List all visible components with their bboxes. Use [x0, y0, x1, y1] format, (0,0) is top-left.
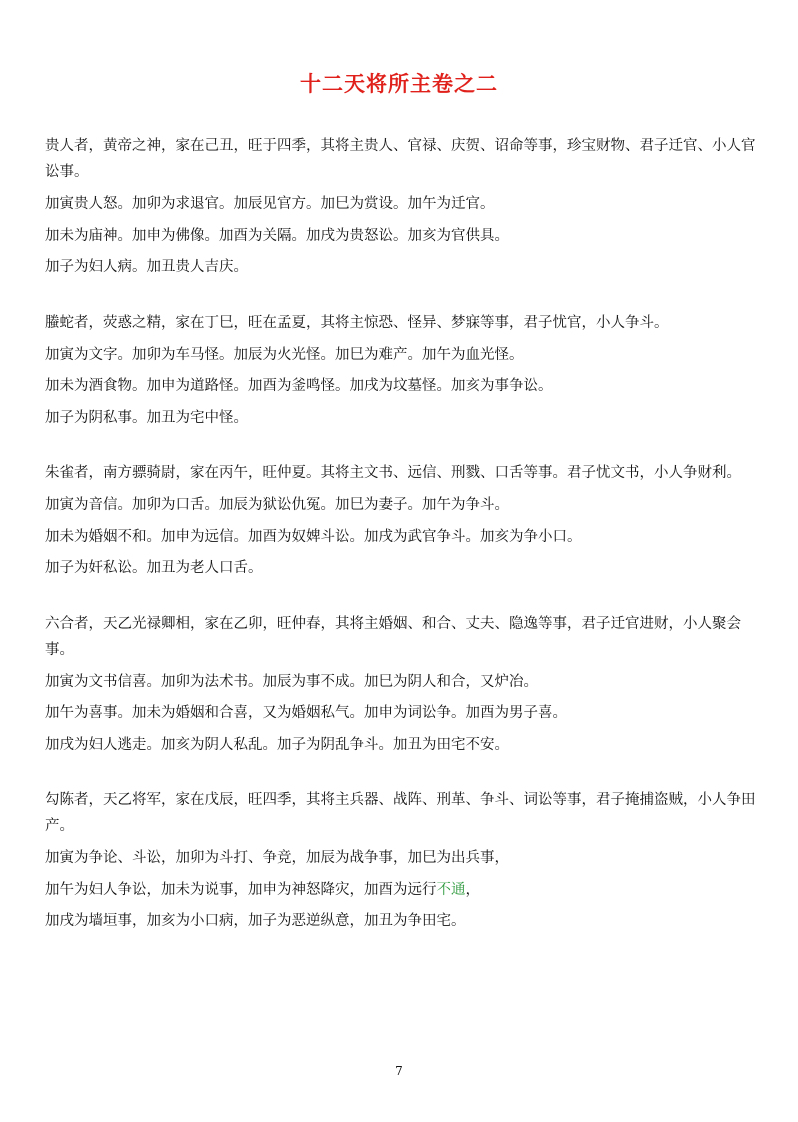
section-line: 加寅为争论、斗讼，加卯为斗打、争竞，加辰为战争事，加巳为出兵事，: [45, 850, 509, 866]
section-liuhe: [45, 611, 757, 762]
section-intro: 朱雀者，南方骠骑尉，家在丙午，旺仲夏。其将主文书、远信、刑戮、口舌等事。君子忧文书，小人争财利。: [45, 465, 741, 481]
section-line: 加未为婚姻不和。加申为远信。加酉为奴婢斗讼。加戌为武官争斗。加亥为争小口。: [45, 528, 582, 545]
section-zhuque: [45, 460, 757, 585]
section-line: 加未为酒食物。加申为道路怪。加酉为釜鸣怪。加戌为坟墓怪。加亥为事争讼。: [45, 378, 553, 394]
section-line: 加寅为文书信喜。加卯为法术书。加辰为事不成。加巳为阴人和合，又炉冶。: [45, 673, 538, 690]
section-line: 加戌为墙垣事，加亥为小口病，加子为恶逆纵意，加丑为争田宅。: [45, 913, 466, 929]
section-line: 加子为妇人病。加丑贵人吉庆。: [45, 259, 248, 275]
section-line: 加寅为文字。加卯为车马怪。加辰为火光怪。加巳为难产。加午为血光怪。: [45, 346, 524, 363]
section-line: 加寅贵人怒。加卯为求退官。加辰见官方。加巳为赏设。加午为迁官。: [45, 196, 495, 212]
section-line: [45, 875, 757, 907]
line-text: 加午为妇人争讼，加未为说事，加申为神怒降灾，加酉为远行: [45, 881, 437, 898]
line-text: ，: [465, 881, 480, 898]
section-gouchen: [45, 787, 757, 938]
section-intro: 贵人者，黄帝之神，家在己丑，旺于四季，其将主贵人、官禄、庆贺、诏命等事，珍宝财物、君子迁官、小人官讼事。: [45, 138, 756, 180]
section-intro: 螣蛇者，荧惑之精，家在丁巳，旺在孟夏，其将主惊恐、怪异、梦寐等事，君子忧官，小人争斗。: [45, 314, 669, 331]
section-line: 加未为庙神。加申为佛像。加酉为关隔。加戌为贵怒讼。加亥为官供具。: [45, 227, 509, 244]
section-line: 加午为喜事。加未为婚姻和合喜，又为婚姻私气。加申为词讼争。加酉为男子喜。: [45, 705, 567, 721]
section-intro: 六合者，天乙光禄卿相，家在乙卯，旺仲春，其将主婚姻、和合、丈夫、隐逸等事，君子迁官进财，小人聚会事。: [45, 615, 741, 658]
page-number: 7: [395, 1064, 403, 1078]
section-intro: 勾陈者，天乙将军，家在戊辰，旺四季，其将主兵器、战阵、刑革、争斗、词讼等事，君子掩捕盗贼，小人争田产。: [45, 792, 756, 834]
document-body: [45, 133, 757, 964]
section-line: 加子为阴私事。加丑为宅中怪。: [45, 409, 248, 426]
page-title: 十二天将所主卷之二: [300, 71, 498, 96]
section-line: 加寅为音信。加卯为口舌。加辰为狱讼仇冤。加巳为妻子。加午为争斗。: [45, 497, 509, 513]
section-line: 加戌为妇人逃走。加亥为阴人私乱。加子为阴乱争斗。加丑为田宅不安。: [45, 736, 509, 753]
section-line: 加子为奸私讼。加丑为老人口舌。: [45, 560, 263, 576]
section-guiren: [45, 133, 757, 284]
section-tengshe: [45, 310, 757, 435]
highlighted-text: 不通: [436, 881, 466, 898]
